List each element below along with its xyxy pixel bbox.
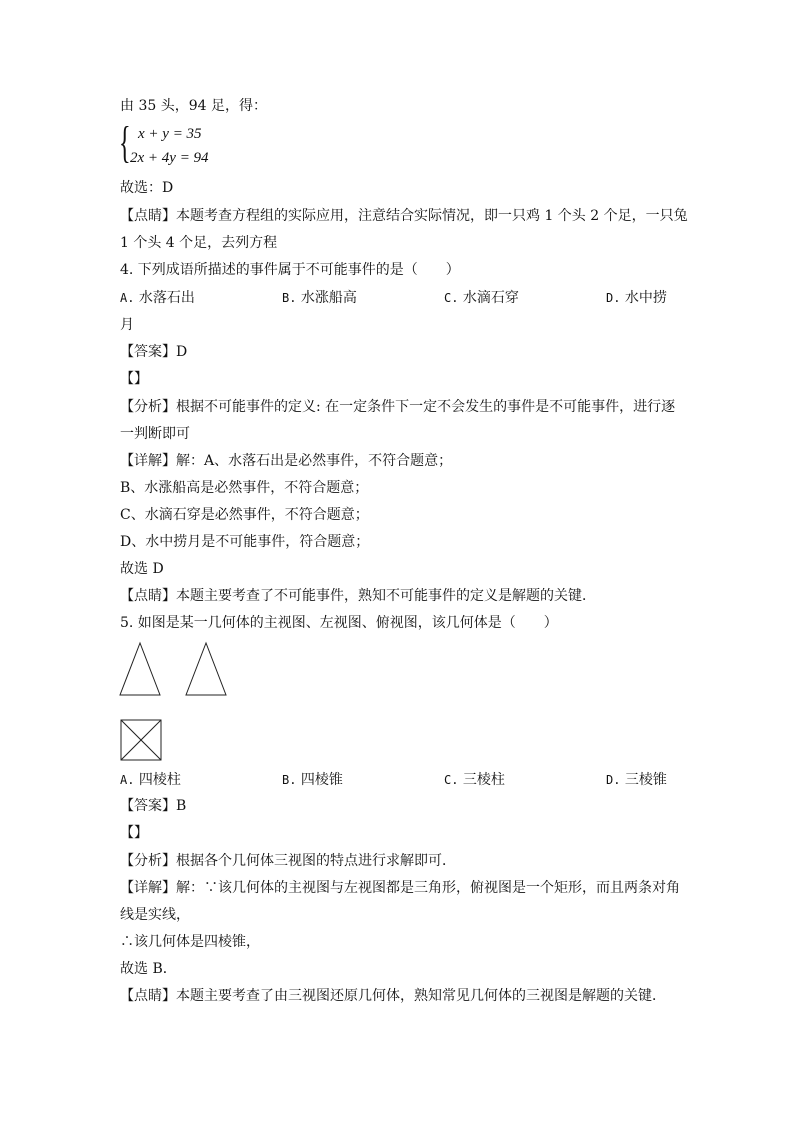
q5-detail-line-3: ∴该几何体是四棱锥， bbox=[120, 934, 260, 950]
q4-comment: 【点睛】本题主要考查了不可能事件，熟知不可能事件的定义是解题的关键． bbox=[120, 588, 596, 604]
q5-answer: 【答案】B bbox=[120, 798, 187, 814]
q4-option-c: C. 水滴石穿 bbox=[444, 290, 519, 306]
q4-choice: 故选 D bbox=[120, 561, 164, 577]
q4-detail-line-3: C、水滴石穿是必然事件，不符合题意； bbox=[120, 507, 369, 523]
q4-bracket: 【】 bbox=[120, 371, 148, 387]
q5-bracket: 【】 bbox=[120, 825, 148, 841]
q5-detail-line-2: 线是实线， bbox=[120, 907, 190, 923]
q5-analysis: 【分析】根据各个几何体三视图的特点进行求解即可． bbox=[120, 853, 456, 869]
q4-detail-line-4: D、水中捞月是不可能事件，符合题意； bbox=[120, 534, 370, 550]
q5-choice: 故选 B． bbox=[120, 961, 177, 977]
q5-option-a: A. 四棱柱 bbox=[120, 772, 181, 788]
q4-analysis-line-2: 一判断即可 bbox=[120, 426, 190, 442]
side-view-triangle bbox=[184, 640, 230, 698]
q4-analysis-line-1: 【分析】根据不可能事件的定义: 在一定条件下一定不会发生的事件是不可能事件，进行逐 bbox=[120, 399, 676, 415]
q3-comment-line-2: 1 个头 4 个足，去列方程 bbox=[120, 235, 278, 251]
q3-intro: 由 35 头，94 足，得： bbox=[120, 98, 267, 114]
q5-option-b: B. 四棱锥 bbox=[282, 772, 343, 788]
q5-detail-line-1: 【详解】解：∵该几何体的主视图与左视图都是三角形，俯视图是一个矩形，而且两条对角 bbox=[120, 880, 680, 896]
q4-answer: 【答案】D bbox=[120, 344, 188, 360]
q5-comment: 【点睛】本题主要考查了由三视图还原几何体，熟知常见几何体的三视图是解题的关键． bbox=[120, 988, 666, 1004]
q5-stem: 5. 如图是某一几何体的主视图、左视图、俯视图，该几何体是（ ） bbox=[120, 615, 558, 631]
q4-option-d: D. 水中捞 bbox=[606, 290, 667, 306]
q4-detail-line-2: B、水涨船高是必然事件，不符合题意； bbox=[120, 480, 369, 496]
q4-option-a: A. 水落石出 bbox=[120, 290, 195, 306]
q3-comment-line-1: 【点睛】本题考查方程组的实际应用，注意结合实际情况，即一只鸡 1 个头 2 个足，一只兔 bbox=[120, 208, 688, 224]
q4-stem: 4. 下列成语所描述的事件属于不可能事件的是（ ） bbox=[120, 262, 460, 278]
q3-choice: 故选：D bbox=[120, 180, 174, 196]
top-view-square bbox=[118, 717, 164, 763]
front-view-triangle bbox=[118, 640, 164, 698]
q5-option-c: C. 三棱柱 bbox=[444, 772, 505, 788]
q4-option-d-wrap: 月 bbox=[120, 317, 134, 333]
equation-brace: { bbox=[119, 118, 131, 167]
q5-option-d: D. 三棱锥 bbox=[606, 772, 667, 788]
q4-option-b: B. 水涨船高 bbox=[282, 290, 357, 306]
q4-detail-line-1: 【详解】解：A、水落石出是必然事件，不符合题意； bbox=[120, 453, 453, 469]
q3-equation-1: x + y = 35 bbox=[138, 126, 202, 142]
q3-equation-2: 2x + 4y = 94 bbox=[130, 150, 209, 166]
